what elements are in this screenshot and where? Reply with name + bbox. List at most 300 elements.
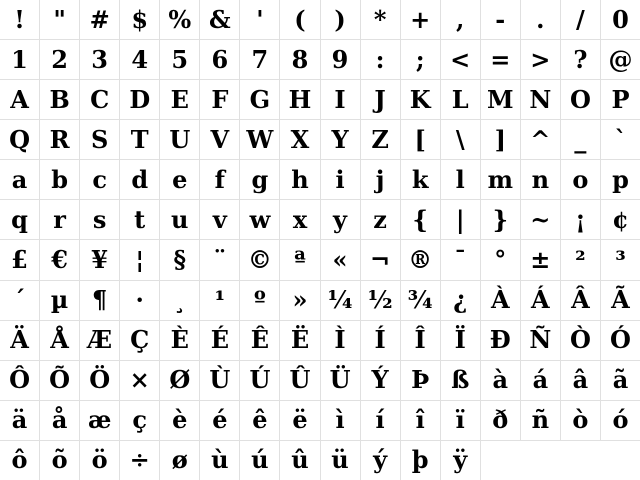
glyph-cell[interactable] [521,200,560,239]
glyph-cell[interactable] [160,401,199,440]
glyph: ã [612,365,629,395]
glyph: ÷ [129,445,150,475]
glyph: ø [171,445,188,475]
glyph: Ä [10,325,29,355]
glyph: Æ [87,325,113,355]
glyph-cell[interactable] [200,321,239,360]
glyph-cell[interactable] [160,240,199,279]
glyph-cell[interactable] [80,240,119,279]
glyph: Ñ [529,325,552,355]
glyph-cell[interactable] [321,120,360,159]
glyph: Ù [209,365,231,395]
glyph: 9 [331,44,349,74]
glyph-cell[interactable] [160,0,199,39]
glyph: ú [251,445,269,475]
glyph-cell[interactable] [441,361,480,400]
glyph: > [530,44,551,74]
glyph-cell[interactable] [321,361,360,400]
glyph-cell[interactable] [40,240,79,279]
glyph-cell[interactable] [120,240,159,279]
glyph: z [373,204,387,234]
glyph: ¾ [407,285,433,315]
glyph: | [455,204,465,234]
glyph-cell[interactable] [40,361,79,400]
glyph-cell[interactable] [401,321,440,360]
glyph-cell[interactable] [601,80,640,119]
glyph: 4 [131,44,149,74]
glyph-cell[interactable] [280,321,319,360]
glyph: Û [289,365,311,395]
glyph: g [251,164,269,194]
glyph: n [531,164,550,194]
glyph-cell[interactable] [361,361,400,400]
glyph: B [49,84,70,114]
glyph-cell[interactable] [401,80,440,119]
glyph-cell[interactable] [561,240,600,279]
glyph-cell[interactable] [361,120,400,159]
glyph: € [51,245,68,275]
glyph: Ê [250,325,270,355]
glyph-cell[interactable] [240,281,279,320]
glyph-cell[interactable] [240,401,279,440]
glyph-cell[interactable] [401,240,440,279]
glyph-cell[interactable] [521,80,560,119]
glyph-cell[interactable] [401,40,440,79]
glyph-cell[interactable] [240,200,279,239]
glyph-cell[interactable] [321,441,360,480]
glyph: ¸ [173,285,186,315]
glyph-cell[interactable] [521,40,560,79]
glyph-cell[interactable] [160,321,199,360]
glyph: C [90,84,110,114]
glyph-cell[interactable] [601,40,640,79]
glyph-cell[interactable] [441,120,480,159]
glyph: J [374,84,386,114]
glyph: ´ [13,285,26,315]
glyph-cell[interactable] [160,361,199,400]
glyph-cell[interactable] [561,200,600,239]
glyph: § [173,245,187,275]
glyph-cell[interactable] [441,441,480,480]
glyph: Â [571,285,590,315]
glyph-cell[interactable] [240,120,279,159]
glyph: · [135,285,144,315]
glyph-cell[interactable] [561,80,600,119]
glyph-cell[interactable] [280,40,319,79]
glyph: © [247,245,272,275]
glyph-cell[interactable] [441,200,480,239]
glyph-cell[interactable] [240,441,279,480]
glyph-cell[interactable] [40,281,79,320]
glyph-cell[interactable] [401,401,440,440]
glyph-cell[interactable] [361,80,400,119]
glyph-cell[interactable] [80,361,119,400]
glyph-cell[interactable] [80,80,119,119]
glyph-cell[interactable] [321,40,360,79]
glyph-cell[interactable] [0,40,39,79]
glyph-cell[interactable] [521,120,560,159]
empty-cells-area [481,441,640,480]
glyph: á [532,365,549,395]
glyph-cell[interactable] [361,321,400,360]
glyph-cell[interactable] [481,401,520,440]
glyph-cell[interactable] [240,80,279,119]
glyph: ¥ [91,245,108,275]
glyph-cell[interactable] [200,281,239,320]
glyph: ~ [530,204,551,234]
glyph-cell[interactable] [160,441,199,480]
glyph-cell[interactable] [561,0,600,39]
glyph-cell[interactable] [601,0,640,39]
glyph-cell[interactable] [40,40,79,79]
glyph-cell[interactable] [361,40,400,79]
glyph: Ç [130,325,150,355]
glyph-cell[interactable] [240,160,279,199]
glyph: # [89,4,110,34]
glyph: s [92,204,107,234]
glyph-cell[interactable] [561,120,600,159]
glyph-cell[interactable] [481,80,520,119]
glyph: ê [252,405,268,435]
glyph: 1 [11,44,28,74]
glyph-cell[interactable] [40,80,79,119]
glyph-cell[interactable] [401,441,440,480]
glyph: 6 [211,44,229,74]
glyph-cell[interactable] [601,160,640,199]
glyph-cell[interactable] [561,40,600,79]
glyph-cell[interactable] [80,281,119,320]
glyph: - [495,4,506,34]
glyph: M [486,84,514,114]
glyph-cell[interactable] [200,361,239,400]
glyph: ù [211,445,229,475]
glyph-cell[interactable] [200,441,239,480]
glyph-cell[interactable] [441,160,480,199]
glyph: î [415,405,425,435]
glyph-cell[interactable] [361,401,400,440]
glyph-cell[interactable] [321,160,360,199]
glyph-cell[interactable] [601,361,640,400]
glyph-cell[interactable] [0,80,39,119]
glyph-cell[interactable] [80,401,119,440]
glyph: V [210,124,230,154]
glyph: I [334,84,346,114]
glyph: ì [335,405,345,435]
glyph: Ý [371,365,389,395]
glyph-cell[interactable] [40,120,79,159]
glyph: ) [334,4,346,34]
glyph-cell[interactable] [361,240,400,279]
glyph-cell[interactable] [0,281,39,320]
glyph-cell[interactable] [40,200,79,239]
glyph: a [11,164,28,194]
glyph-cell[interactable] [200,200,239,239]
glyph-cell[interactable] [120,361,159,400]
glyph: W [246,124,274,154]
glyph-cell[interactable] [401,160,440,199]
glyph: ! [14,4,25,34]
glyph-cell[interactable] [521,240,560,279]
glyph-cell[interactable] [80,321,119,360]
glyph: Í [374,325,386,355]
glyph-cell[interactable] [561,160,600,199]
glyph-cell[interactable] [441,321,480,360]
glyph-cell[interactable] [321,80,360,119]
glyph-cell[interactable] [120,120,159,159]
glyph-cell[interactable] [240,240,279,279]
glyph-cell[interactable] [441,281,480,320]
glyph-cell[interactable] [321,321,360,360]
glyph-cell[interactable] [160,40,199,79]
glyph-cell[interactable] [481,200,520,239]
glyph-cell[interactable] [0,401,39,440]
glyph: { [412,204,428,234]
glyph-cell[interactable] [481,160,520,199]
glyph-cell[interactable] [280,0,319,39]
glyph-cell[interactable] [200,0,239,39]
glyph-cell[interactable] [521,281,560,320]
glyph-cell[interactable] [401,0,440,39]
glyph-cell[interactable] [601,200,640,239]
glyph: ' [256,4,264,34]
glyph-cell[interactable] [401,361,440,400]
glyph-cell[interactable] [40,160,79,199]
glyph-cell[interactable] [40,0,79,39]
glyph: r [53,204,66,234]
glyph-cell[interactable] [481,120,520,159]
glyph: × [129,365,150,395]
glyph-cell[interactable] [561,321,600,360]
glyph: = [490,44,511,74]
glyph-cell[interactable] [361,281,400,320]
glyph: < [450,44,471,74]
glyph: å [51,405,68,435]
glyph-cell[interactable] [80,441,119,480]
glyph-cell[interactable] [481,361,520,400]
glyph-cell[interactable] [361,441,400,480]
glyph: A [10,84,29,114]
glyph: â [572,365,589,395]
glyph-cell[interactable] [401,281,440,320]
glyph: Q [9,124,30,154]
glyph-cell[interactable] [40,321,79,360]
glyph: ü [331,445,349,475]
glyph-cell[interactable] [601,401,640,440]
glyph: õ [51,445,68,475]
glyph-cell[interactable] [561,361,600,400]
glyph: ß [451,365,470,395]
glyph: w [249,204,271,234]
glyph: S [90,124,109,154]
glyph: À [490,285,510,315]
glyph: 3 [91,44,108,74]
glyph-cell[interactable] [120,281,159,320]
glyph-cell[interactable] [200,120,239,159]
glyph: ¦ [135,245,145,275]
glyph-cell[interactable] [280,160,319,199]
glyph: µ [50,285,69,315]
glyph-cell[interactable] [280,441,319,480]
glyph-cell[interactable] [361,200,400,239]
glyph-cell[interactable] [601,240,640,279]
glyph-cell[interactable] [521,401,560,440]
glyph-cell[interactable] [280,281,319,320]
glyph-cell[interactable] [0,200,39,239]
glyph-cell[interactable] [120,200,159,239]
glyph-cell[interactable] [280,200,319,239]
glyph-cell[interactable] [0,441,39,480]
glyph-cell[interactable] [441,240,480,279]
glyph-cell[interactable] [321,401,360,440]
glyph-cell[interactable] [120,160,159,199]
glyph: ÿ [453,445,468,475]
glyph-cell[interactable] [361,0,400,39]
glyph: u [171,204,189,234]
glyph-cell[interactable] [160,200,199,239]
glyph: 7 [251,44,269,74]
glyph-cell[interactable] [321,0,360,39]
glyph-cell[interactable] [120,441,159,480]
glyph-cell[interactable] [521,361,560,400]
glyph-cell[interactable] [481,0,520,39]
glyph: ± [530,245,551,275]
glyph: 2 [51,44,68,74]
glyph: ¬ [370,245,391,275]
glyph-cell[interactable] [80,200,119,239]
glyph-cell[interactable] [240,0,279,39]
glyph-cell[interactable] [200,160,239,199]
glyph: ¡ [575,204,586,234]
glyph-cell[interactable] [481,240,520,279]
glyph-cell[interactable] [521,0,560,39]
glyph-cell[interactable] [280,80,319,119]
glyph: ` [614,124,627,154]
glyph-cell[interactable] [200,40,239,79]
glyph: ö [91,445,108,475]
glyph-cell[interactable] [160,120,199,159]
glyph: ä [11,405,28,435]
glyph: ² [575,245,586,275]
glyph: ó [612,405,629,435]
glyph: q [11,204,28,234]
glyph: & [209,4,231,34]
glyph-cell[interactable] [561,281,600,320]
glyph-cell[interactable] [481,40,520,79]
glyph: Ü [329,365,351,395]
glyph-cell[interactable] [561,401,600,440]
glyph-cell[interactable] [120,40,159,79]
glyph-cell[interactable] [401,120,440,159]
glyph: X [290,124,310,154]
glyph: P [611,84,630,114]
glyph-cell[interactable] [120,0,159,39]
glyph-cell[interactable] [160,80,199,119]
glyph-cell[interactable] [240,40,279,79]
glyph-cell[interactable] [80,160,119,199]
glyph: ï [455,405,465,435]
glyph-cell[interactable] [521,160,560,199]
glyph-cell[interactable] [441,0,480,39]
glyph-cell[interactable] [0,321,39,360]
glyph-cell[interactable] [80,0,119,39]
glyph-cell[interactable] [361,160,400,199]
glyph: Á [531,285,550,315]
glyph: Ì [334,325,346,355]
glyph-cell[interactable] [280,361,319,400]
glyph: Ó [610,325,631,355]
glyph: « [332,245,348,275]
glyph-cell[interactable] [280,120,319,159]
glyph-cell[interactable] [0,0,39,39]
glyph-cell[interactable] [120,80,159,119]
glyph: ? [573,44,588,74]
glyph-cell[interactable] [321,240,360,279]
glyph-cell[interactable] [80,40,119,79]
glyph-cell[interactable] [481,321,520,360]
glyph: Þ [411,365,430,395]
glyph-cell[interactable] [0,120,39,159]
glyph: È [170,325,189,355]
glyph: £ [11,245,28,275]
glyph-cell[interactable] [40,401,79,440]
glyph: û [291,445,309,475]
glyph-cell[interactable] [321,281,360,320]
glyph-cell[interactable] [160,160,199,199]
glyph: K [409,84,431,114]
glyph-cell[interactable] [240,361,279,400]
glyph-cell[interactable] [441,80,480,119]
glyph-cell[interactable] [0,361,39,400]
glyph-cell[interactable] [321,200,360,239]
glyph-cell[interactable] [441,401,480,440]
glyph-cell[interactable] [80,120,119,159]
glyph: i [335,164,345,194]
glyph: ç [132,405,148,435]
glyph: þ [411,445,429,475]
glyph-cell[interactable] [441,40,480,79]
glyph: Ð [489,325,511,355]
glyph-cell[interactable] [0,160,39,199]
glyph-cell[interactable] [40,441,79,480]
glyph: Y [331,124,349,154]
glyph-cell[interactable] [601,321,640,360]
glyph-cell[interactable] [280,240,319,279]
glyph-cell[interactable] [521,321,560,360]
glyph-cell[interactable] [481,281,520,320]
glyph-cell[interactable] [200,80,239,119]
glyph: ý [373,445,388,475]
glyph-cell[interactable] [120,401,159,440]
glyph-cell[interactable] [120,321,159,360]
glyph-cell[interactable] [200,401,239,440]
glyph: F [211,84,229,114]
glyph-cell[interactable] [200,240,239,279]
glyph-cell[interactable] [601,120,640,159]
glyph-cell[interactable] [601,281,640,320]
glyph: k [411,164,429,194]
glyph: f [214,164,225,194]
glyph-cell[interactable] [280,401,319,440]
glyph: ë [292,405,308,435]
glyph: ð [492,405,509,435]
glyph: p [612,164,629,194]
glyph-cell[interactable] [401,200,440,239]
glyph-cell[interactable] [240,321,279,360]
glyph-cell[interactable] [160,281,199,320]
glyph-cell[interactable] [0,240,39,279]
glyph: à [492,365,509,395]
glyph: E [170,84,189,114]
